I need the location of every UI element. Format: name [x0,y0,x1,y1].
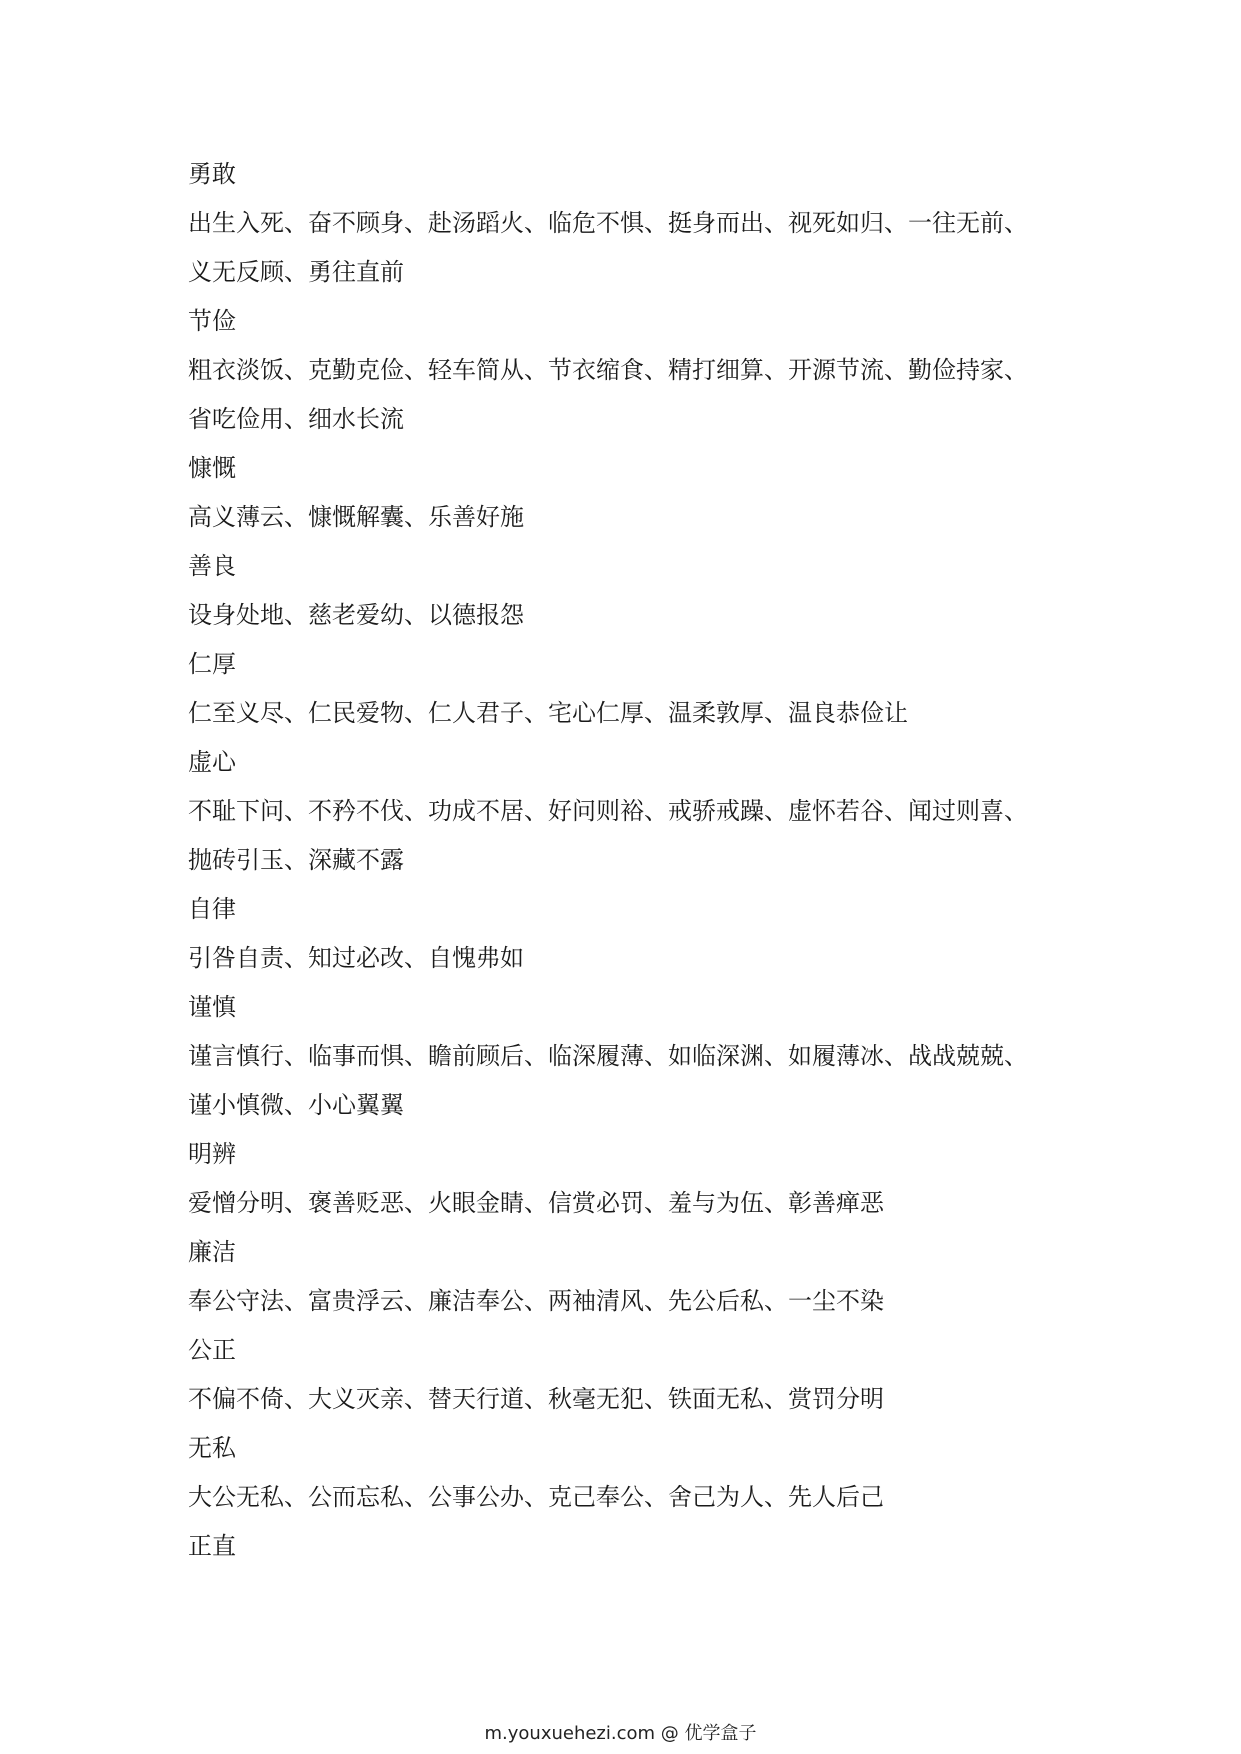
text-line: 仁至义尽、仁民爱物、仁人君子、宅心仁厚、温柔敦厚、温良恭俭让 [188,699,908,727]
heading-modesty: 虚心 [188,748,236,776]
text-line: 不耻下问、不矜不伐、功成不居、好问则裕、戒骄戒躁、虚怀若谷、闻过则喜、 [188,797,1028,825]
page-footer: m.youxuehezi.com @ 优学盒子 [484,1723,757,1744]
heading-selflessness: 无私 [188,1434,236,1462]
heading-caution: 谨慎 [188,993,236,1021]
text-line: 奉公守法、富贵浮云、廉洁奉公、两袖清风、先公后私、一尘不染 [188,1287,884,1315]
heading-discernment: 明辨 [188,1140,236,1168]
heading-fairness: 公正 [188,1336,236,1364]
heading-self-discipline: 自律 [188,895,236,923]
text-line: 设身处地、慈老爱幼、以德报怨 [188,601,524,629]
heading-integrity: 廉洁 [188,1238,236,1266]
document-body [188,150,1068,1571]
text-line: 抛砖引玉、深藏不露 [188,846,404,874]
heading-benevolence: 仁厚 [188,650,236,678]
heading-generosity: 慷慨 [188,454,236,482]
text-line: 粗衣淡饭、克勤克俭、轻车简从、节衣缩食、精打细算、开源节流、勤俭持家、 [188,356,1028,384]
text-line: 高义薄云、慷慨解囊、乐善好施 [188,503,524,531]
text-line: 引咎自责、知过必改、自愧弗如 [188,944,524,972]
text-line: 大公无私、公而忘私、公事公办、克己奉公、舍己为人、先人后己 [188,1483,884,1511]
text-line: 省吃俭用、细水长流 [188,405,404,433]
heading-kindness: 善良 [188,552,236,580]
heading-frugality: 节俭 [188,307,236,335]
text-line: 谨言慎行、临事而惧、瞻前顾后、临深履薄、如临深渊、如履薄冰、战战兢兢、 [188,1042,1028,1070]
text-line: 出生入死、奋不顾身、赴汤蹈火、临危不惧、挺身而出、视死如归、一往无前、 [188,209,1028,237]
text-line: 谨小慎微、小心翼翼 [188,1091,404,1119]
text-line: 义无反顾、勇往直前 [188,258,404,286]
text-line: 爱憎分明、褒善贬恶、火眼金睛、信赏必罚、羞与为伍、彰善瘅恶 [188,1189,884,1217]
text-line: 不偏不倚、大义灭亲、替天行道、秋毫无犯、铁面无私、赏罚分明 [188,1385,884,1413]
heading-uprightness: 正直 [188,1532,236,1560]
heading-courage: 勇敢 [188,160,236,188]
